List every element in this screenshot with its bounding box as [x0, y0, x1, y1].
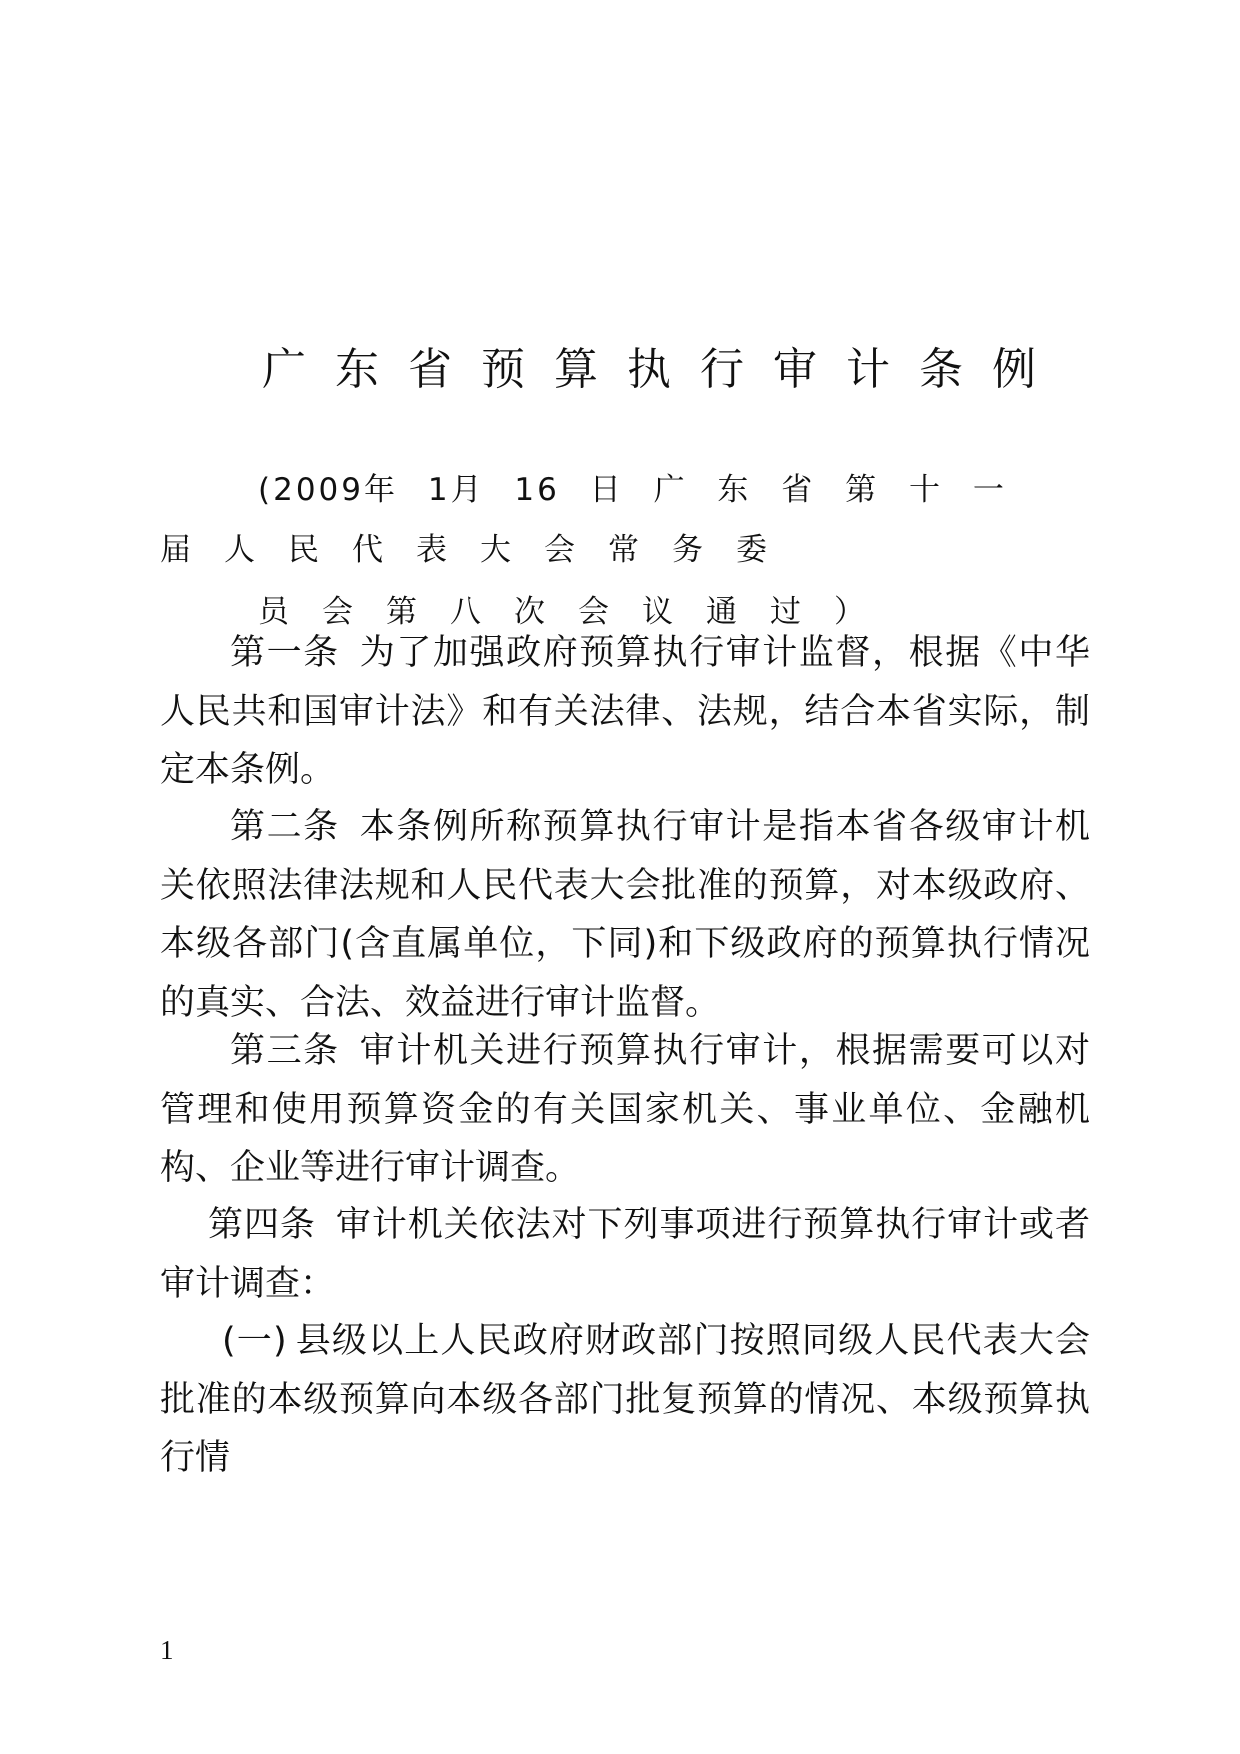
article-4 [160, 1196, 1090, 1313]
article-body-3 [160, 1022, 1090, 1198]
article-body-2 [160, 798, 1090, 1032]
subtitle-line-3: 员会第八次会议通过） [258, 594, 898, 630]
item-1-text: 县级以上人民政府财政部门按照同级人民代表大会批准的本级预算向本级各部门批复预算的情况、本级预算执行情 [160, 1321, 1090, 1478]
article-4-number: 第四条 [208, 1205, 316, 1245]
article-body-item-1 [160, 1312, 1090, 1488]
article-4-text: 审计机关依法对下列事项进行预算执行审计或者审计调查： [160, 1205, 1090, 1304]
article-4-item-1 [160, 1312, 1090, 1488]
article-body-4 [160, 1196, 1090, 1313]
article-1 [160, 624, 1090, 800]
document-title: 广东省预算执行审计条例 [262, 344, 1065, 395]
article-body [160, 624, 1090, 800]
article-1-text: 为了加强政府预算执行审计监督，根据《中华人民共和国审计法》和有关法律、法规，结合本省实际，制定本条例。 [160, 633, 1090, 790]
article-1-number: 第一条 [230, 633, 340, 673]
subtitle-line-2: 届人民代表大会常务委 [160, 532, 800, 568]
article-2-text: 本条例所称预算执行审计是指本省各级审计机关依照法律法规和人民代表大会批准的预算，对本级政府、本级各部门(含直属单位，下同)和下级政府的预算执行情况的真实、合法、效益进行审计监督。 [160, 807, 1090, 1023]
subtitle-line-1: (2009年 1月 16 日 广 东 省 第 十 一 [258, 472, 1007, 508]
article-3-text: 审计机关进行预算执行审计，根据需要可以对管理和使用预算资金的有关国家机关、事业单位、金融机构、企业等进行审计调查。 [160, 1031, 1090, 1188]
item-1-number: (一) [222, 1321, 287, 1361]
page-number: 1 [160, 1635, 174, 1665]
article-3-number: 第三条 [230, 1031, 340, 1071]
article-3 [160, 1022, 1090, 1198]
article-2 [160, 798, 1090, 1032]
article-2-number: 第二条 [230, 807, 340, 847]
